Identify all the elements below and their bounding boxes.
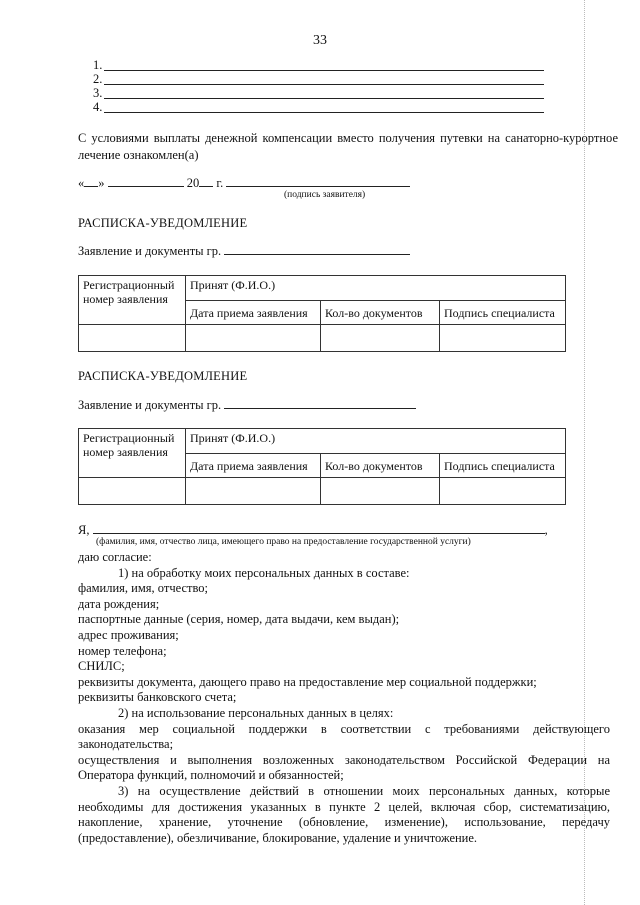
consent-item: реквизиты банковского счета; [78,690,237,705]
year-suffix: г. [216,176,224,190]
docs-label: Заявление и документы гр. [78,398,222,412]
table-cell-doc-count[interactable] [321,478,440,505]
consent-body [78,550,610,846]
signature-caption: (подпись заявителя) [284,190,366,200]
date-open-quote: « [78,176,85,190]
applicant-signature-blank[interactable] [226,175,410,187]
blank-line-4[interactable] [104,112,544,113]
numbered-line-label: 4. [93,100,103,114]
doc-count-header: Кол-во документов [321,301,440,325]
blank-line-2[interactable] [104,84,544,85]
full-name-caption: (фамилия, имя, отчество лица, имеющего право на предоставление государственной услуги) [96,537,471,547]
reg-number-header: Регистрационный номер заявления [79,429,186,478]
consent-item: номер телефона; [78,643,167,658]
numbered-line-label: 1. [93,58,103,72]
consent-item: фамилия, имя, отчество; [78,581,209,596]
doc-count-header: Кол-во документов [321,454,440,478]
receipt-docs-row [78,397,416,413]
specialist-signature-header: Подпись специалиста [440,301,566,325]
reg-number-header: Регистрационный номер заявления [79,276,186,325]
day-blank[interactable] [84,175,98,187]
table-cell-reg-number[interactable] [79,325,186,352]
accepted-header: Принят (Ф.И.О.) [186,429,566,454]
consent-item: 1) на обработку моих персональных данных в составе: [118,565,410,580]
date-header: Дата приема заявления [186,301,321,325]
table-cell-signature[interactable] [440,478,566,505]
comma: , [544,523,548,537]
date-header: Дата приема заявления [186,454,321,478]
full-name-blank[interactable] [93,522,545,534]
consent-item: 2) на использование персональных данных в целях: [118,705,394,720]
consent-item: 3) на осуществление действий в отношении моих персональных данных, которые необходимы для достижения указанных в пункте 2 целей, включая сбор, систематизацию, накопление, хранение, уточнение (обновление, изменение), использование, передачу (предоставление), обезличивание, блокирование, удаление и уничтожение. [78,783,610,845]
page-number: 33 [313,33,327,48]
consent-item: реквизиты документа, дающего право на предоставление мер социальной поддержки; [78,674,537,689]
receipt-table [78,275,566,352]
table-cell-reg-number[interactable] [79,478,186,505]
citizen-name-blank[interactable] [224,243,410,255]
table-cell-date[interactable] [186,478,321,505]
receipt-title: РАСПИСКА-УВЕДОМЛЕНИЕ [78,369,248,383]
accepted-header: Принят (Ф.И.О.) [186,276,566,301]
date-signature-row [78,175,410,191]
year-prefix: 20 [186,176,200,190]
i-label: Я, [78,523,90,537]
consent-item: паспортные данные (серия, номер, дата выдачи, кем выдан); [78,612,400,627]
receipt-table [78,428,566,505]
year-blank[interactable] [199,175,213,187]
blank-line-1[interactable] [104,70,544,71]
month-blank[interactable] [108,175,184,187]
consent-item: оказания мер социальной поддержки в соответствии с требованиями действующего законодательства; [78,721,610,752]
table-cell-doc-count[interactable] [321,325,440,352]
receipt-docs-row [78,243,410,259]
consent-item: адрес проживания; [78,627,179,642]
receipt-title: РАСПИСКА-УВЕДОМЛЕНИЕ [78,216,248,230]
citizen-name-blank[interactable] [224,397,416,409]
consent-intro: даю согласие: [78,550,152,564]
numbered-line-label: 3. [93,86,103,100]
consent-item: дата рождения; [78,596,160,611]
consent-item: СНИЛС; [78,659,125,674]
docs-label: Заявление и документы гр. [78,244,222,258]
consent-name-row [78,522,548,538]
numbered-line-label: 2. [93,72,103,86]
compensation-notice: С условиями выплаты денежной компенсации вместо получения путевки на санаторно-курортное лечение ознакомлен(а) [78,131,618,162]
date-close-quote: » [98,176,105,190]
blank-line-3[interactable] [104,98,544,99]
consent-item: осуществления и выполнения возложенных законодательством Российской Федерации на Оператора функций, полномочий и обязанностей; [78,752,610,783]
specialist-signature-header: Подпись специалиста [440,454,566,478]
table-cell-date[interactable] [186,325,321,352]
table-cell-signature[interactable] [440,325,566,352]
